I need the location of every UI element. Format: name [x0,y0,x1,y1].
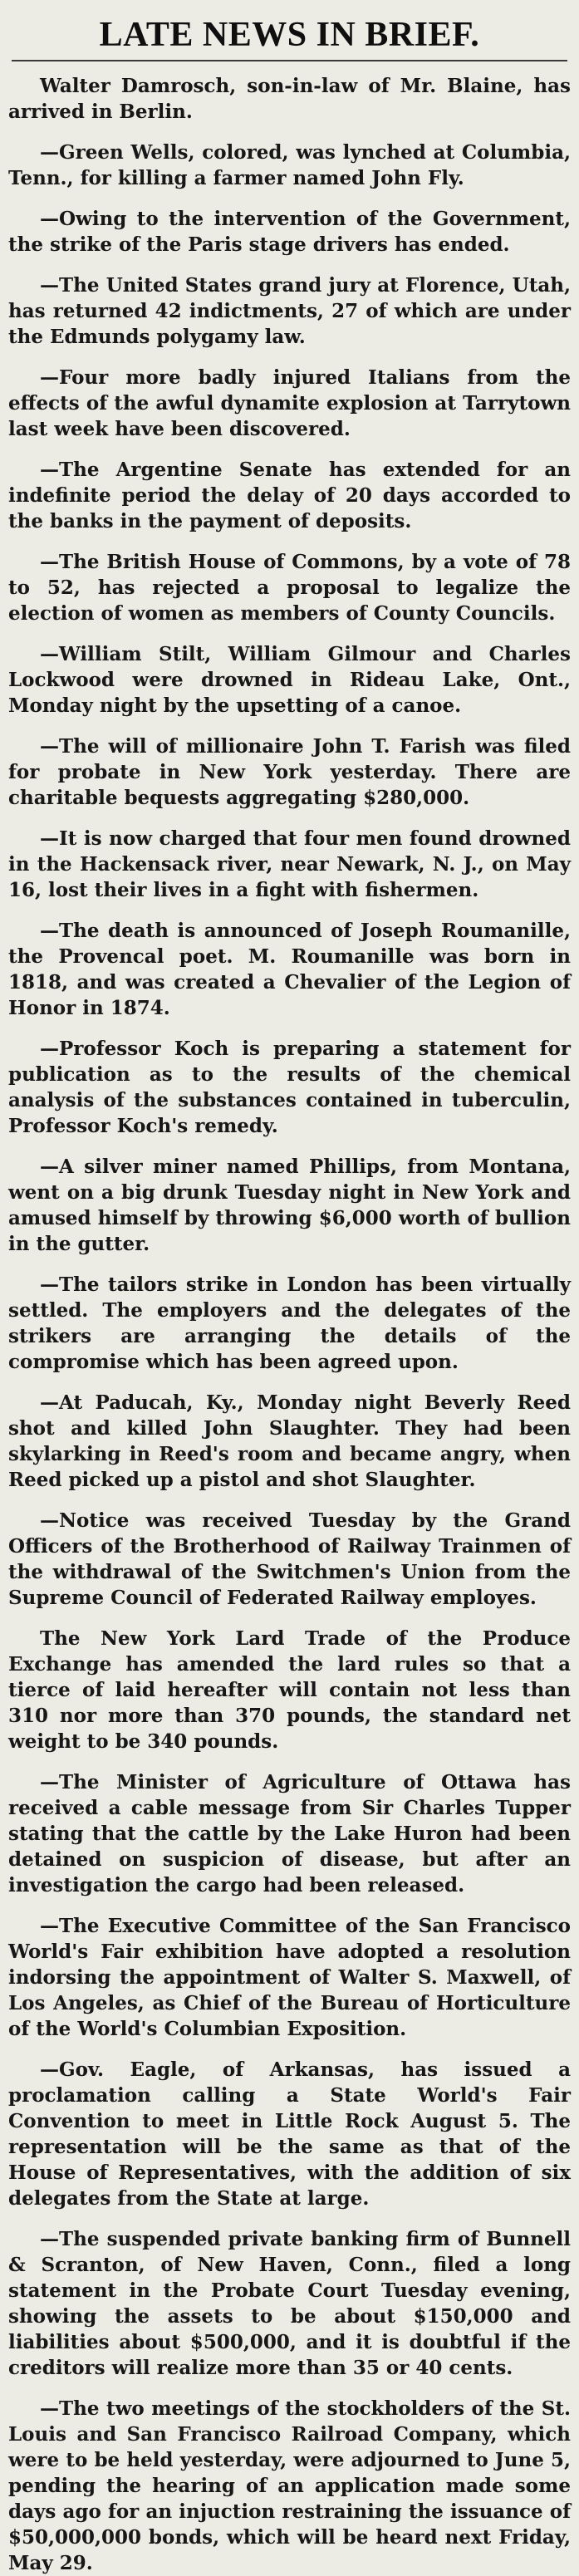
news-item: —Professor Koch is preparing a statement for publication as to the results of the chemical analysis of the substances contained in tuberculin, Professor Koch's remedy. [8,1038,571,1137]
news-item: —The British House of Commons, by a vote of 78 to 52, has rejected a proposal to legalize the election of women as members of County Councils. [8,551,571,625]
news-item: —The two meetings of the stockholders of the St. Louis and San Francisco Railroad Company, which were to be held yesterday, were adjourned to June 5, pending the hearing of an application made some days ago for an injuction restraining the issuance of $50,000,000 bonds, which will be heard next Friday, May 29. [8,2397,571,2574]
news-item: —Notice was received Tuesday by the Grand Officers of the Brotherhood of Railway Trainmen of the withdrawal of the Switchmen's Union from the Supreme Council of Federated Railway employes. [8,1509,571,1609]
news-item: —It is now charged that four men found drowned in the Hackensack river, near Newark, N. J., on May 16, lost their lives in a fight with fishermen. [8,827,571,901]
news-item: —Owing to the intervention of the Government, the strike of the Paris stage drivers has ended. [8,208,571,256]
news-item: —Gov. Eagle, of Arkansas, has issued a proclamation calling a State World's Fair Convention to meet in Little Rock August 5. The representation will be the same as that of the House of Representatives, with the addition of six delegates from the State at large. [8,2058,571,2210]
news-item: —William Stilt, William Gilmour and Charles Lockwood were drowned in Rideau Lake, Ont., Monday night by the upsetting of a canoe. [8,643,571,717]
headline-rule [12,60,567,61]
news-item: —The death is announced of Joseph Roumanille, the Provencal poet. M. Roumanille was born in 1818, and was created a Chevalier of the Legion of Honor in 1874. [8,920,571,1019]
news-item: —The Minister of Agriculture of Ottawa has received a cable message from Sir Charles Tupper stating that the cattle by the Lake Huron had been detained on suspicion of disease, but after an investigation the cargo had been released. [8,1771,571,1896]
news-item: —The Executive Committee of the San Francisco World's Fair exhibition have adopted a resolution indorsing the appointment of Walter S. Maxwell, of Los Angeles, as Chief of the Bureau of Horticulture of the World's Columbian Exposition. [8,1915,571,2040]
news-item: —The United States grand jury at Florence, Utah, has returned 42 indictments, 27 of which are under the Edmunds polygamy law. [8,274,571,348]
news-item: —The tailors strike in London has been virtually settled. The employers and the delegates of the strikers are arranging the details of the compromise which has been agreed upon. [8,1273,571,1373]
news-items [8,73,571,2576]
news-item: The New York Lard Trade of the Produce Exchange has amended the lard rules so that a tierce of laid hereafter will contain not less than 310 nor more than 370 pounds, the standard net weight to be 340 pounds. [8,1627,571,1753]
news-item: —The suspended private banking firm of Bunnell & Scranton, of New Haven, Conn., filed a long statement in the Probate Court Tuesday evening, showing the assets to be about $150,000 and liabilities about $500,000, and it is doubtful if the creditors will realize more than 35 or 40 cents. [8,2228,571,2379]
news-item: —Green Wells, colored, was lynched at Columbia, Tenn., for killing a farmer named John Fly. [8,141,571,189]
headline: LATE NEWS IN BRIEF. [99,16,480,54]
news-item: —The will of millionaire John T. Farish was filed for probate in New York yesterday. There are charitable bequests aggregating $280,000. [8,735,571,809]
news-item: —A silver miner named Phillips, from Montana, went on a big drunk Tuesday night in New York and amused himself by throwing $6,000 worth of bullion in the gutter. [8,1156,571,1255]
news-item: —At Paducah, Ky., Monday night Beverly Reed shot and killed John Slaughter. They had been skylarking in Reed's room and became angry, when Reed picked up a pistol and shot Slaughter. [8,1391,571,1491]
news-item: —Four more badly injured Italians from the effects of the awful dynamite explosion at Tarrytown last week have been discovered. [8,366,571,440]
news-item: Walter Damrosch, son-in-law of Mr. Blaine, has arrived in Berlin. [8,75,571,123]
news-item: —The Argentine Senate has extended for an indefinite period the delay of 20 days accorded to the banks in the payment of deposits. [8,459,571,532]
